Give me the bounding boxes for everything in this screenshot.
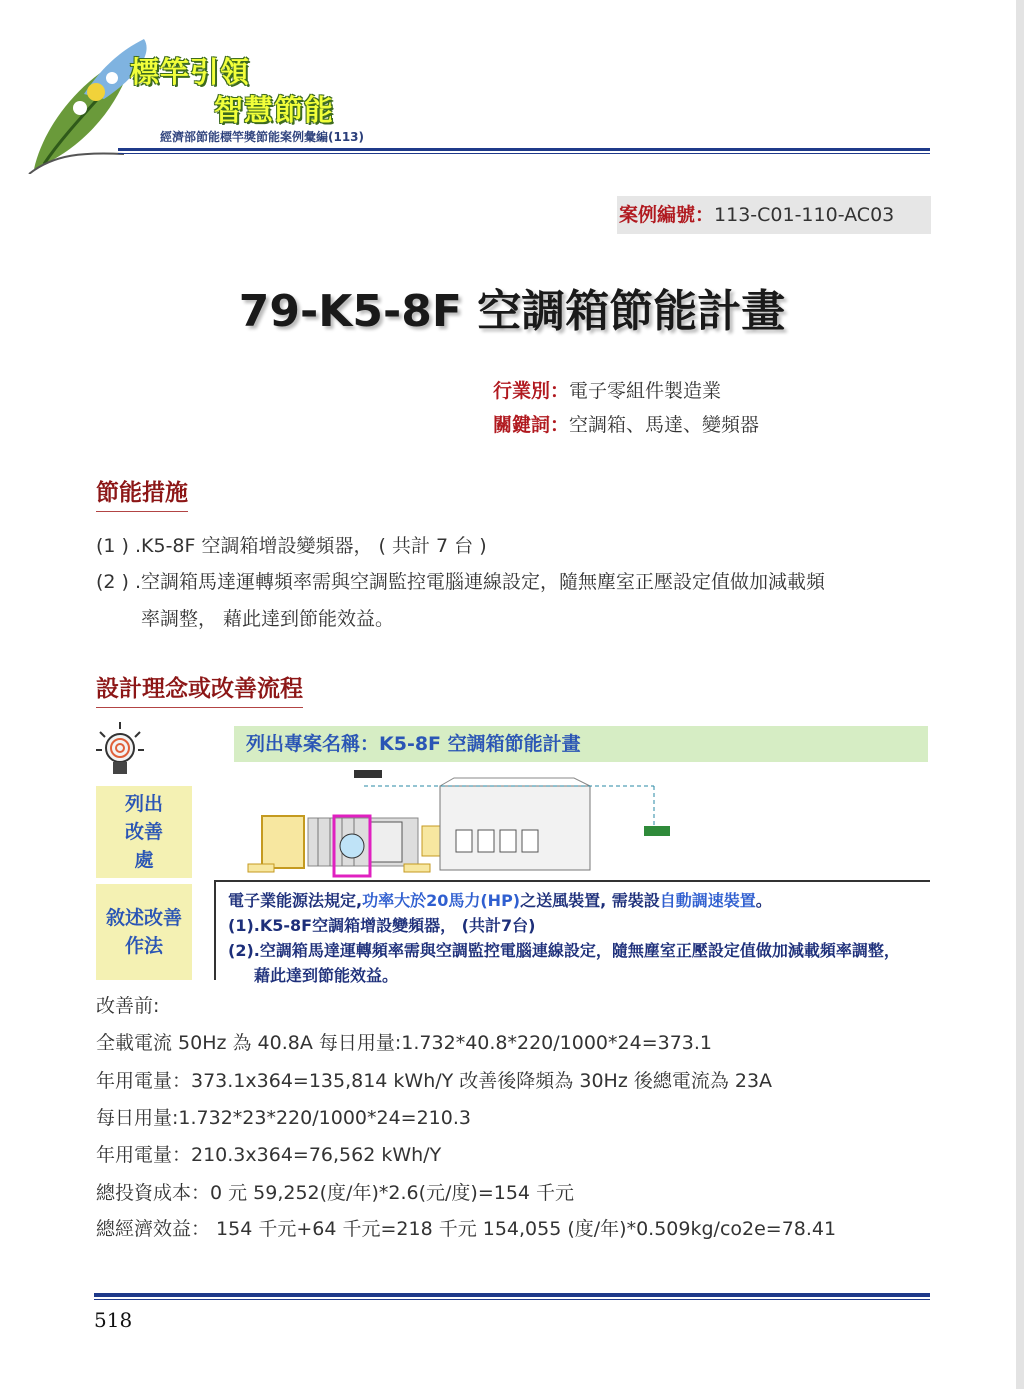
page-number: 518 [94, 1308, 133, 1332]
method-line-2: (2).空調箱馬達運轉頻率需與空調監控電腦連線設定，隨無塵室正壓設定值做加減載頻率調整， [228, 941, 900, 960]
measure-item-1: (1 ) .K5-8F 空調箱增設變頻器， ( 共計 7 台 ) [96, 535, 487, 557]
section-heading-measures: 節能措施 [96, 474, 188, 512]
method-description [214, 880, 930, 985]
ahu-schematic-icon [234, 766, 928, 880]
section-heading-design: 設計理念或改善流程 [96, 670, 303, 708]
footer-rule-thin [94, 1299, 930, 1300]
keywords-label: 關鍵詞： [493, 414, 570, 436]
header-rule [118, 148, 930, 151]
slogan-line-1: 標竿引領 [130, 55, 251, 89]
industry [493, 376, 721, 403]
header-rule-thin [118, 153, 930, 154]
keywords [493, 410, 759, 437]
tag-list-improvement [96, 786, 192, 878]
tag-describe-method [96, 884, 192, 980]
tag-describe-method-label: 敘述改善作法 [105, 907, 182, 957]
regulation-highlight-power: 功率大於20馬力(HP) [362, 891, 521, 910]
lightbulb-icon [94, 720, 146, 784]
case-number [617, 196, 931, 234]
measure-item-2: (2 ) .空調箱馬達運轉頻率需與空調監控電腦連線設定，隨無塵室正壓設定值做加減載頻 [96, 571, 826, 593]
case-number-label: 案例編號： [619, 204, 715, 226]
industry-value: 電子零組件製造業 [569, 380, 722, 402]
improvement-diagram [94, 718, 930, 985]
regulation-period: 。 [755, 891, 772, 910]
measure-item-2-cont: 率調整， 藉此達到節能效益。 [141, 608, 395, 630]
method-line-2-cont: 藉此達到節能效益。 [254, 966, 399, 985]
tag-list-improvement-label: 列出改善處 [124, 793, 163, 871]
slogan-line-2: 智慧節能 [214, 93, 335, 127]
calc-line-benefit: 總經濟效益： 154 千元+64 千元=218 千元 154,055 (度/年)*0.509kg/co2e=78.41 [96, 1218, 837, 1240]
keywords-value: 空調箱、馬達、變頻器 [569, 414, 760, 436]
regulation-highlight-device: 自動調速裝置 [659, 891, 756, 910]
calc-line-daily-after: 每日用量:1.732*23*220/1000*24=210.3 [96, 1107, 471, 1129]
regulation-part-a: 電子業能源法規定, [228, 891, 363, 910]
case-number-value: 113-C01-110-AC03 [714, 204, 895, 226]
book-title: 經濟部節能標竿獎節能案例彙編(113) [160, 130, 365, 144]
regulation-part-c: 之送風裝置, 需裝設 [520, 891, 660, 910]
calc-line-full-load: 全載電流 50Hz 為 40.8A 每日用量:1.732*40.8*220/1000*24=373.1 [96, 1032, 713, 1054]
calc-line-annual-before: 年用電量：373.1x364=135,814 kWh/Y 改善後降頻為 30Hz 後總電流為 23A [96, 1070, 773, 1092]
footer-rule [94, 1293, 930, 1297]
calc-line-annual-after: 年用電量：210.3x364=76,562 kWh/Y [96, 1144, 442, 1166]
calc-line-before: 改善前: [96, 995, 160, 1017]
industry-label: 行業別： [493, 380, 570, 402]
regulation-line [228, 888, 930, 913]
method-line-1: (1).K5-8F空調箱增設變頻器， (共計7台) [228, 916, 536, 935]
page-title: 79-K5-8F 空調箱節能計畫 [238, 286, 786, 337]
project-name-banner: 列出專案名稱：K5-8F 空調箱節能計畫 [234, 726, 928, 762]
page-edge [1016, 0, 1024, 1389]
calc-line-investment: 總投資成本：0 元 59,252(度/年)*2.6(元/度)=154 千元 [96, 1182, 575, 1204]
